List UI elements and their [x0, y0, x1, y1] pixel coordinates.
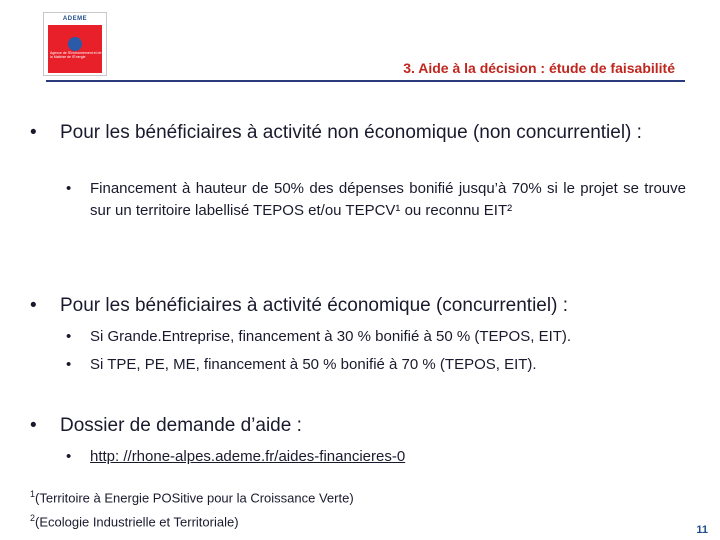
footnote-text: (Territoire à Energie POSitive pour la Croissance Verte) [35, 490, 354, 506]
bullet-dot: • [30, 295, 37, 316]
globe-icon [68, 37, 82, 51]
page-number: 11 [696, 524, 708, 536]
bullet-dot: • [66, 356, 72, 373]
footnote-2 [30, 513, 239, 529]
footnote-mark: 1 [30, 489, 36, 499]
sub-bullet-text: Financement à hauteur de 50% des dépenses bonifié jusqu’à 70% si le projet se trouve sur un territoire labellisé TEPOS et/ou TEPCV¹ ou reconnu EIT² [90, 180, 686, 219]
bullet-dot: • [66, 448, 72, 465]
logo-name: ADEME [62, 16, 88, 22]
bullet-text: Pour les bénéficiaires à activité non économique (non concurrentiel) : [60, 122, 642, 143]
ademe-logo [43, 12, 107, 76]
header-divider [46, 80, 685, 82]
footnote-mark: 2 [30, 513, 36, 523]
slide-title: 3. Aide à la décision : étude de faisabilité [403, 60, 675, 76]
logo-tagline: Agence de l'Environnement et de la Maîtrise de l'Energie [50, 51, 102, 59]
footnote-text: (Ecologie Industrielle et Territoriale) [35, 514, 239, 530]
bullet-text: Pour les bénéficiaires à activité économique (concurrentiel) : [60, 295, 568, 316]
bullet-dot: • [66, 180, 72, 197]
bullet-dot: • [66, 328, 72, 345]
bullet-dot: • [30, 122, 37, 143]
bullet-dot: • [30, 415, 37, 436]
sub-bullet-text: Si Grande.Entreprise, financement à 30 % bonifié à 50 % (TEPOS, EIT). [90, 328, 572, 345]
aides-financieres-link[interactable]: http: //rhone-alpes.ademe.fr/aides-financieres-0 [90, 448, 406, 465]
bullet-text: Dossier de demande d’aide : [60, 415, 302, 436]
sub-bullet-text: Si TPE, PE, ME, financement à 50 % bonifié à 70 % (TEPOS, EIT). [90, 356, 537, 373]
footnote-1 [30, 489, 354, 505]
logo-red-square [48, 25, 102, 73]
